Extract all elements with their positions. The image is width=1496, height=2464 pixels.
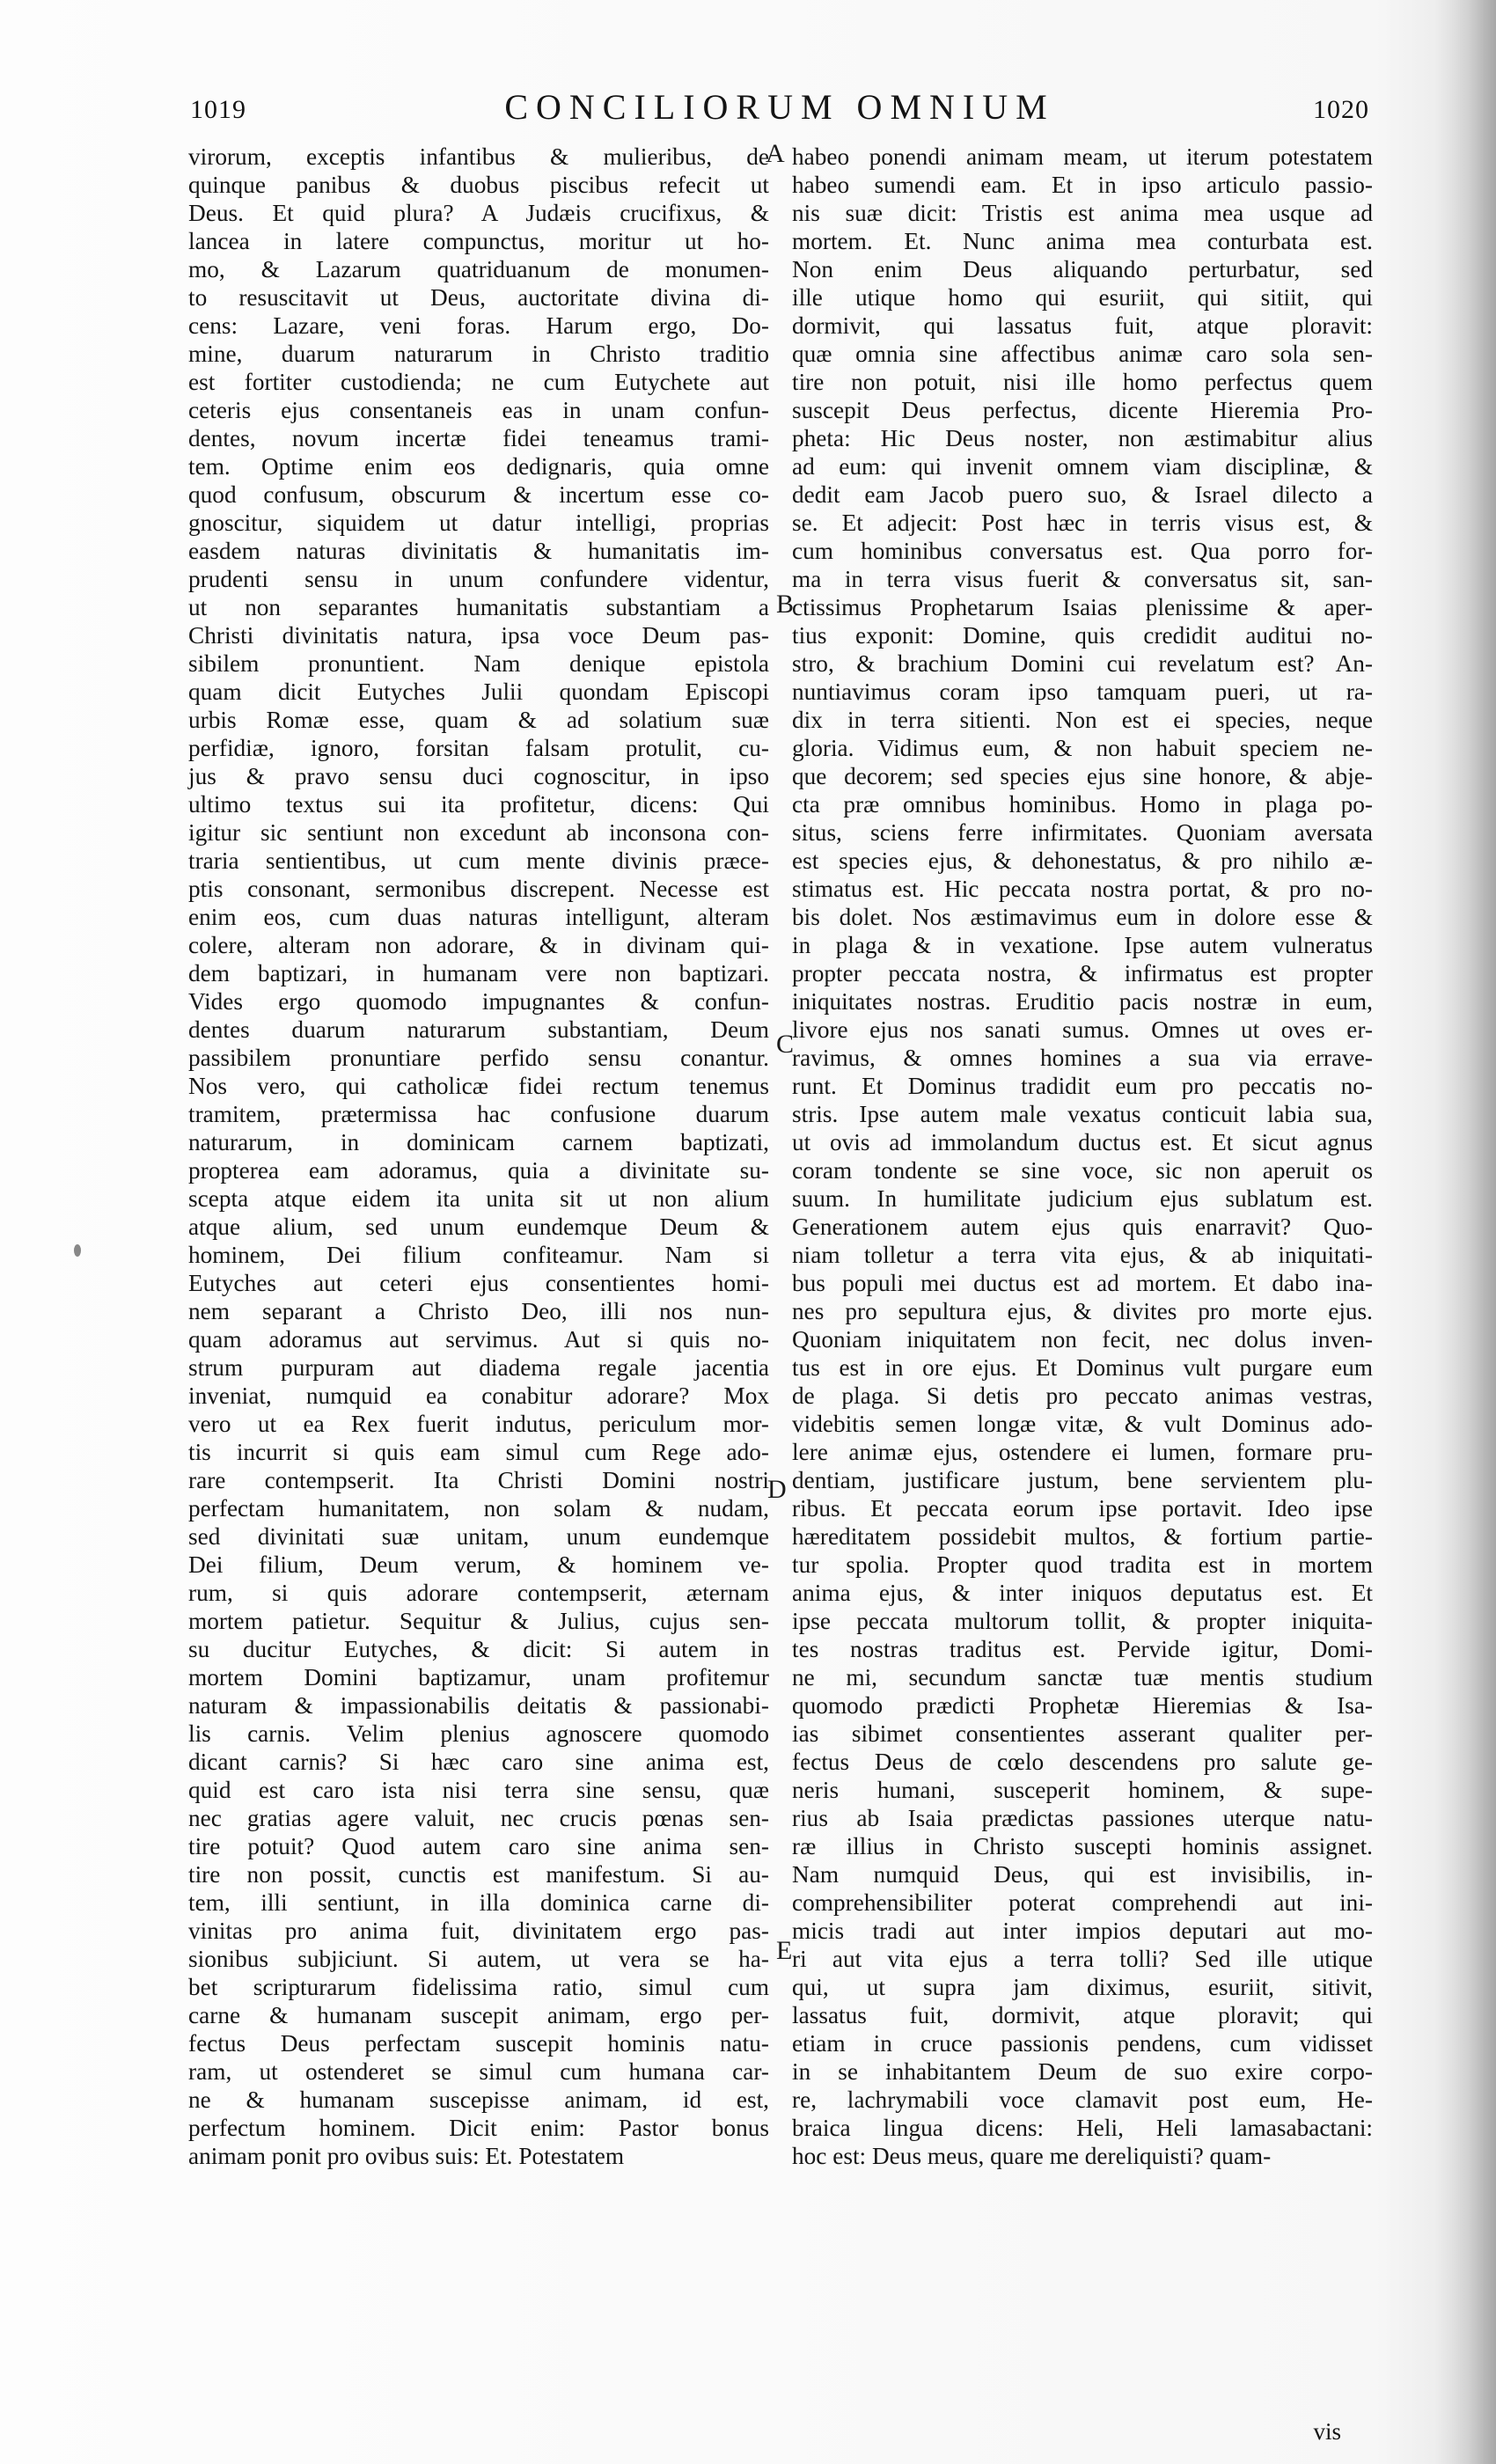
left-column-line: vero ut ea Rex fuerit indutus, periculum mor- — [188, 1411, 769, 1437]
right-column-line: ctissimus Prophetarum Isaias plenissime & aper- — [792, 594, 1373, 620]
left-column-line: dentes duarum naturarum substantiam, Deum — [188, 1016, 769, 1043]
left-column-line: animam ponit pro ovibus suis: Et. Potestatem — [188, 2143, 625, 2169]
left-column-line: hominem, Dei filium confiteamur. Nam si — [188, 1242, 769, 1268]
left-column-line: mortem Domini baptizamur, unam profitemur — [188, 1664, 769, 1690]
margin-letter-d: D — [767, 1475, 787, 1504]
right-column-line: se. Et adjecit: Post hæc in terris visus est, & — [792, 510, 1373, 536]
left-column-line: tis incurrit si quis eam simul cum Rege ado- — [188, 1439, 769, 1465]
right-column-line: stris. Ipse autem male vexatus conticuit labia sua, — [792, 1101, 1373, 1127]
left-column-line: traria sentientibus, ut cum mente divinis præce- — [188, 847, 769, 874]
right-column-line: qui, ut supra jam diximus, esuriit, sitivit, — [792, 1974, 1373, 2000]
right-column-line: re, lachrymabili voce clamavit post eum, He- — [792, 2086, 1373, 2113]
left-column-line: Deus. Et quid plura? A Judæis crucifixus, & — [188, 200, 769, 226]
margin-letter-e: E — [776, 1936, 793, 1965]
left-column-line: ne & humanam suscepisse animam, id est, — [188, 2086, 769, 2113]
right-column-line: suum. In humilitate judicium ejus sublatum est. — [792, 1185, 1373, 1212]
right-column-line: que decorem; sed species ejus sine honore, & abje- — [792, 763, 1373, 789]
left-column-line: quam adoramus aut servimus. Aut si quis no- — [188, 1326, 769, 1353]
left-column-line: Vides ergo quomodo impugnantes & confun- — [188, 988, 769, 1015]
right-column-line: ad eum: qui invenit omnem viam disciplinæ, & — [792, 453, 1373, 480]
left-text-column — [188, 143, 769, 2170]
right-column-line: hoc est: Deus meus, quare me dereliquisti? quam- — [792, 2143, 1272, 2169]
left-column-line: scepta atque eidem ita unita sit ut non alium — [188, 1185, 769, 1212]
binding-shadow — [1434, 0, 1496, 2464]
running-header — [190, 86, 1369, 139]
right-column-line: nuntiavimus coram ipso tamquam pueri, ut ra- — [792, 678, 1373, 705]
left-column-line: rare contempserit. Ita Christi Domini nostri — [188, 1467, 769, 1493]
left-column-line: jus & pravo sensu duci cognoscitur, in ipso — [188, 763, 769, 789]
right-column-line: cta præ omnibus hominibus. Homo in plaga po- — [792, 791, 1373, 818]
left-column-line: perfectam humanitatem, non solam & nudam, — [188, 1495, 769, 1522]
left-column-line: Eutyches aut ceteri ejus consentientes homi- — [188, 1270, 769, 1296]
right-column-line: nes pro sepultura ejus, & divites pro morte ejus. — [792, 1298, 1373, 1324]
right-column-line: ille utique homo qui esuriit, qui sitiit, qui — [792, 284, 1373, 311]
right-column-line: Quoniam iniquitatem non fecit, nec dolus inven- — [792, 1326, 1373, 1353]
left-column-line: tramitem, prætermissa hac confusione duarum — [188, 1101, 769, 1127]
right-column-line: bis dolet. Nos æstimavimus eum in dolore esse & — [792, 904, 1373, 930]
left-column-line: Christi divinitatis natura, ipsa voce Deum pas- — [188, 622, 769, 649]
right-column-line: rius ab Isaia prædictas passiones uterque natu- — [792, 1805, 1373, 1831]
left-column-line: perfectum hominem. Dicit enim: Pastor bonus — [188, 2115, 769, 2141]
right-column-line: etiam in cruce passionis pendens, cum vidisset — [792, 2030, 1373, 2057]
left-column-line: perfidiæ, ignoro, forsitan falsam protulit, cu- — [188, 735, 769, 761]
left-column-line: naturarum, in dominicam carnem baptizati, — [188, 1129, 769, 1155]
left-column-line: nec gratias agere valuit, nec crucis pœnas sen- — [188, 1805, 769, 1831]
right-column-line: habeo ponendi animam meam, ut iterum potestatem — [792, 143, 1373, 170]
right-column-line: ut ovis ad immolandum ductus est. Et sicut agnus — [792, 1129, 1373, 1155]
right-column-line: lere animæ ejus, ostendere ei lumen, formare pru- — [792, 1439, 1373, 1465]
right-column-line: ribus. Et peccata eorum ipse portavit. Ideo ipse — [792, 1495, 1373, 1522]
left-column-line: dem baptizari, in humanam vere non baptizari. — [188, 960, 769, 986]
right-column-line: ma in terra visus fuerit & conversatus sit, san- — [792, 566, 1373, 592]
right-column-line: Nam numquid Deus, qui est invisibilis, in- — [792, 1861, 1373, 1888]
right-column-line: niam tolletur a terra vita ejus, & ab iniquitati- — [792, 1242, 1373, 1268]
left-column-line: fectus Deus perfectam suscepit hominis natu- — [188, 2030, 769, 2057]
right-column-line: in se inhabitantem Deum de suo exire corpo- — [792, 2058, 1373, 2085]
right-column-line: stro, & brachium Domini cui revelatum est? An- — [792, 650, 1373, 677]
left-column-line: sed divinitati suæ unitam, unum eundemque — [188, 1523, 769, 1550]
right-column-line: cum hominibus conversatus est. Qua porro for- — [792, 538, 1373, 564]
right-column-line: iniquitates nostras. Eruditio pacis nostræ in eum, — [792, 988, 1373, 1015]
left-column-line: est fortiter custodienda; ne cum Eutychete aut — [188, 369, 769, 395]
right-column-line: de plaga. Si detis pro peccato animas vestras, — [792, 1382, 1373, 1409]
right-column-line: tur spolia. Propter quod tradita est in mortem — [792, 1551, 1373, 1578]
left-column-line: sionibus subjiciunt. Si autem, ut vera se ha- — [188, 1946, 769, 1972]
right-column-line: hæreditatem possidebit multos, & fortium partie- — [792, 1523, 1373, 1550]
left-column-line: carne & humanam suscepit animam, ergo per- — [188, 2002, 769, 2028]
right-column-line: braica lingua dicens: Heli, Heli lamasabactani: — [792, 2115, 1373, 2141]
left-column-line: quid est caro ista nisi terra sine sensu, quæ — [188, 1777, 769, 1803]
left-page-number: 1019 — [190, 95, 246, 124]
right-column-line: tius exponit: Domine, quis credidit auditui no- — [792, 622, 1373, 649]
left-column-line: strum purpuram aut diadema regale jacentia — [188, 1354, 769, 1381]
right-column-line: mortem. Et. Nunc anima mea conturbata est. — [792, 228, 1373, 254]
left-column-line: tire non possit, cunctis est manifestum. Si au- — [188, 1861, 769, 1888]
left-column-line: colere, alteram non adorare, & in divinam qui- — [188, 932, 769, 958]
right-text-column — [792, 143, 1373, 2170]
margin-letter-a: A — [766, 139, 785, 168]
right-column-line: bus populi mei ductus est ad mortem. Et dabo ina- — [792, 1270, 1373, 1296]
left-column-line: sibilem pronuntient. Nam denique epistola — [188, 650, 769, 677]
right-column-line: pheta: Hic Deus noster, non æstimabitur alius — [792, 425, 1373, 451]
left-column-line: igitur sic sentiunt non excedunt ab inconsona con- — [188, 819, 769, 846]
left-column-line: propterea eam adoramus, quia a divinitate su- — [188, 1157, 769, 1184]
right-column-line: comprehensibiliter poterat comprehendi aut ini- — [792, 1889, 1373, 1916]
running-title: CONCILIORUM OMNIUM — [504, 87, 1055, 127]
left-column-line: nem separant a Christo Deo, illi nos nun- — [188, 1298, 769, 1324]
left-column-line: dentes, novum incertæ fidei teneamus trami- — [188, 425, 769, 451]
left-column-line: dicant carnis? Si hæc caro sine anima est, — [188, 1749, 769, 1775]
left-column-line: rum, si quis adorare contempserit, æternam — [188, 1580, 769, 1606]
right-column-line: ne mi, secundum sanctæ tuæ mentis studium — [792, 1664, 1373, 1690]
margin-letter-c: C — [776, 1030, 795, 1059]
left-column-line: gnoscitur, siquidem ut datur intelligi, proprias — [188, 510, 769, 536]
right-column-line: habeo sumendi eam. Et in ipso articulo passio- — [792, 172, 1373, 198]
right-column-line: ias sibimet consentientes asserant qualiter per- — [792, 1720, 1373, 1747]
right-column-line: est species ejus, & dehonestatus, & pro nihilo æ- — [792, 847, 1373, 874]
right-column-line: dedit eam Jacob puero suo, & Israel dilecto a — [792, 481, 1373, 508]
left-column-line: Dei filium, Deum verum, & hominem ve- — [188, 1551, 769, 1578]
right-column-line: stimatus est. Hic peccata nostra portat, & pro no- — [792, 876, 1373, 902]
right-page-number: 1020 — [1313, 95, 1369, 124]
left-column-line: ut non separantes humanitatis substantiam a — [188, 594, 769, 620]
left-column-line: vinitas pro anima fuit, divinitatem ergo pas- — [188, 1918, 769, 1944]
right-column-line: micis tradi aut inter impios deputari aut mo- — [792, 1918, 1373, 1944]
left-column-line: easdem naturas divinitatis & humanitatis im- — [188, 538, 769, 564]
left-column-line: to resuscitavit ut Deus, auctoritate divina di- — [188, 284, 769, 311]
right-column-line: Non enim Deus aliquando perturbatur, sed — [792, 256, 1373, 282]
right-column-line: nis suæ dicit: Tristis est anima mea usque ad — [792, 200, 1373, 226]
left-column-line: passibilem pronuntiare perfido sensu conantur. — [188, 1045, 769, 1071]
right-column-line: dormivit, qui lassatus fuit, atque ploravit: — [792, 312, 1373, 339]
left-column-line: urbis Romæ esse, quam & ad solatium suæ — [188, 707, 769, 733]
right-column-line: dentiam, justificare justum, bene servientem plu- — [792, 1467, 1373, 1493]
left-column-line: prudenti sensu in unum confundere videntur, — [188, 566, 769, 592]
left-column-line: quinque panibus & duobus piscibus refecit ut — [188, 172, 769, 198]
left-column-line: tire potuit? Quod autem caro sine anima sen- — [188, 1833, 769, 1859]
left-column-line: ptis consonant, sermonibus discrepent. Necesse est — [188, 876, 769, 902]
right-column-line: ravimus, & omnes homines a sua via errave- — [792, 1045, 1373, 1071]
left-column-line: su ducitur Eutyches, & dicit: Si autem in — [188, 1636, 769, 1662]
left-column-line: mortem patietur. Sequitur & Julius, cujus sen- — [188, 1608, 769, 1634]
right-column-line: quomodo prædicti Prophetæ Hieremias & Isa- — [792, 1692, 1373, 1719]
left-column-line: cens: Lazare, veni foras. Harum ergo, Do- — [188, 312, 769, 339]
left-column-line: ultimo textus sui ita profitetur, dicens: Qui — [188, 791, 769, 818]
right-column-line: Generationem autem ejus quis enarravit? Quo- — [792, 1214, 1373, 1240]
right-column-line: neris humani, susceperit hominem, & supe- — [792, 1777, 1373, 1803]
catchword: vis — [1313, 2418, 1341, 2445]
right-column-line: quæ omnia sine affectibus animæ caro sola sen- — [792, 341, 1373, 367]
left-column-line: inveniat, numquid ea conabitur adorare? Mox — [188, 1382, 769, 1409]
right-column-line: tire non potuit, nisi ille homo perfectus quem — [792, 369, 1373, 395]
left-column-line: ceteris ejus consentaneis eas in unam confun- — [188, 397, 769, 423]
left-column-line: enim eos, cum duas naturas intelligunt, alteram — [188, 904, 769, 930]
left-column-line: quod confusum, obscurum & incertum esse co- — [188, 481, 769, 508]
right-column-line: situs, sciens ferre infirmitates. Quoniam aversata — [792, 819, 1373, 846]
right-column-line: fectus Deus de cœlo descendens pro salute ge- — [792, 1749, 1373, 1775]
left-column-line: tem. Optime enim eos dedignaris, quia omne — [188, 453, 769, 480]
ink-speck — [74, 1244, 81, 1257]
left-column-line: atque alium, sed unum eundemque Deum & — [188, 1214, 769, 1240]
left-column-line: mo, & Lazarum quatriduanum de monumen- — [188, 256, 769, 282]
right-column-line: livore ejus nos sanati sumus. Omnes ut oves er- — [792, 1016, 1373, 1043]
right-column-line: suscepit Deus perfectus, dicente Hieremia Pro- — [792, 397, 1373, 423]
left-column-line: quam dicit Eutyches Julii quondam Episcopi — [188, 678, 769, 705]
right-column-line: ræ illius in Christo suscepti hominis assignet. — [792, 1833, 1373, 1859]
right-column-line: gloria. Vidimus eum, & non habuit speciem ne- — [792, 735, 1373, 761]
left-column-line: naturam & impassionabilis deitatis & passionabi- — [188, 1692, 769, 1719]
right-column-line: dix in terra sitienti. Non est ei species, neque — [792, 707, 1373, 733]
right-column-line: propter peccata nostra, & infirmatus est propter — [792, 960, 1373, 986]
left-column-line: virorum, exceptis infantibus & mulieribus, de — [188, 143, 769, 170]
right-column-line: tes nostras traditus est. Pervide igitur, Domi- — [792, 1636, 1373, 1662]
right-column-line: runt. Et Dominus tradidit eum pro peccatis no- — [792, 1073, 1373, 1099]
left-column-line: lis carnis. Velim plenius agnoscere quomodo — [188, 1720, 769, 1747]
left-column-line: lancea in latere compunctus, moritur ut ho- — [188, 228, 769, 254]
right-column-line: in plaga & in vexatione. Ipse autem vulneratus — [792, 932, 1373, 958]
margin-letter-b: B — [776, 590, 795, 619]
right-column-line: lassatus fuit, dormivit, atque ploravit; qui — [792, 2002, 1373, 2028]
right-column-line: ri aut vita ejus a terra tolli? Sed ille utique — [792, 1946, 1373, 1972]
right-column-line: ipse peccata multorum tollit, & propter iniquita- — [792, 1608, 1373, 1634]
right-column-line: coram tondente se sine voce, sic non aperuit os — [792, 1157, 1373, 1184]
right-column-line: tus est in ore ejus. Et Dominus vult purgare eum — [792, 1354, 1373, 1381]
right-column-line: videbitis semen longæ vitæ, & vult Dominus ado- — [792, 1411, 1373, 1437]
left-column-line: mine, duarum naturarum in Christo traditio — [188, 341, 769, 367]
left-column-line: tem, illi sentiunt, in illa dominica carne di- — [188, 1889, 769, 1916]
right-column-line: anima ejus, & inter iniquos deputatus est. Et — [792, 1580, 1373, 1606]
left-column-line: bet scripturarum fidelissima ratio, simul cum — [188, 1974, 769, 2000]
left-column-line: ram, ut ostenderet se simul cum humana car- — [188, 2058, 769, 2085]
left-column-line: Nos vero, qui catholicæ fidei rectum tenemus — [188, 1073, 769, 1099]
